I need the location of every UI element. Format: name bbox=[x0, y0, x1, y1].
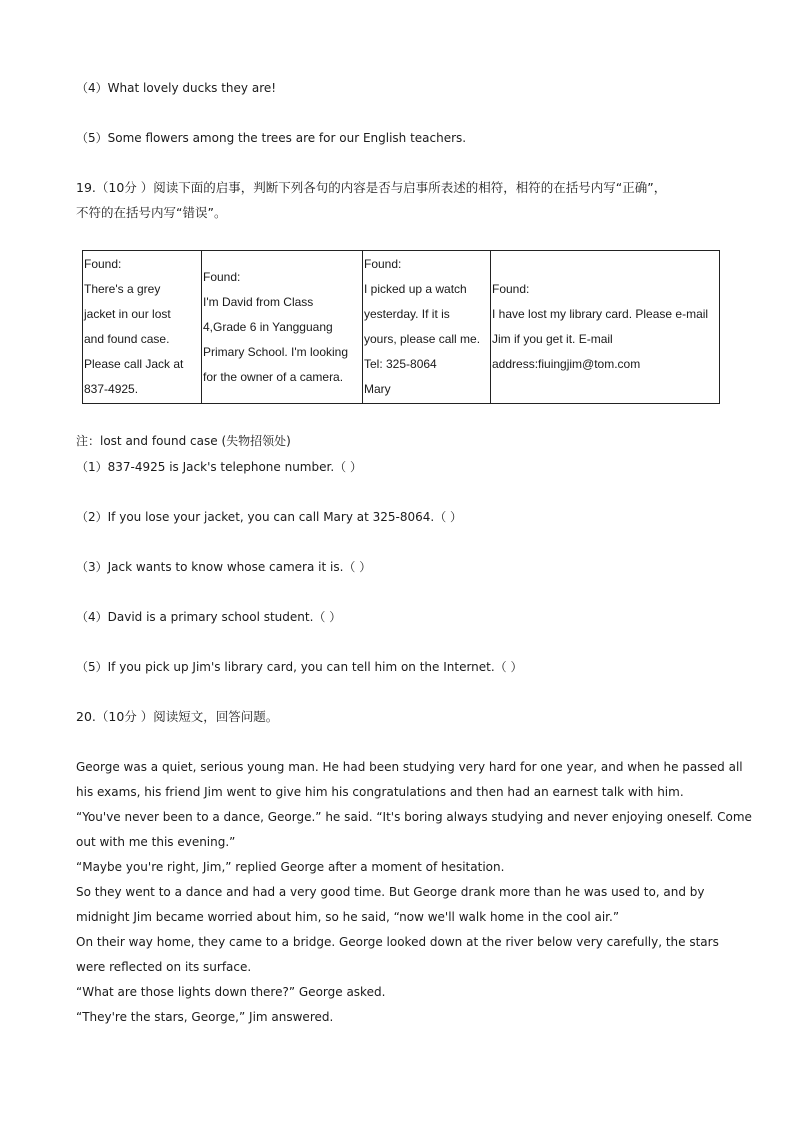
notice-jacket bbox=[83, 251, 202, 404]
passage-line: midnight Jim became worried about him, so he said, “now we'll walk home in the cool air.” bbox=[76, 910, 620, 924]
notice-line: for the owner of a camera. bbox=[203, 369, 344, 384]
notice-line: yours, please call me. bbox=[364, 332, 481, 346]
passage-line: “Maybe you're right, Jim,” replied George after a moment of hesitation. bbox=[76, 860, 505, 874]
notice-line: jacket in our lost bbox=[84, 307, 171, 321]
passage-line: “They're the stars, George,” Jim answered. bbox=[76, 1010, 334, 1024]
q18-item-4: （4）What lovely ducks they are! bbox=[76, 81, 277, 95]
passage-line: On their way home, they came to a bridge. George looked down at the river below very carefully, the stars bbox=[76, 935, 719, 949]
notice-line: Jim if you get it. E-mail bbox=[492, 332, 613, 346]
notice-line: and found case. bbox=[84, 332, 170, 346]
q19-item-5: （5）If you pick up Jim's library card, you can tell him on the Internet.（ ） bbox=[76, 660, 523, 674]
q19-title-line2: 不符的在括号内写“错误”。 bbox=[76, 205, 227, 220]
notice-line: I'm David from Class bbox=[203, 294, 314, 309]
q19-item-2: （2）If you lose your jacket, you can call Mary at 325-8064.（ ） bbox=[76, 510, 463, 524]
notice-line: Found: bbox=[364, 257, 402, 271]
passage-line: were reflected on its surface. bbox=[76, 960, 252, 974]
notice-line: 4,Grade 6 in Yangguang bbox=[203, 319, 333, 334]
q18-item-5: （5）Some flowers among the trees are for our English teachers. bbox=[76, 131, 467, 145]
passage-line: So they went to a dance and had a very good time. But George drank more than he was used to, and by bbox=[76, 885, 705, 899]
passage-line: George was a quiet, serious young man. He had been studying very hard for one year, and when he passed all bbox=[76, 760, 743, 774]
notice-camera bbox=[202, 251, 363, 404]
notice-line: Found: bbox=[492, 282, 530, 296]
notice-line: Mary bbox=[364, 382, 391, 396]
notice-line: Please call Jack at bbox=[84, 357, 184, 371]
q19-item-4: （4）David is a primary school student.（ ） bbox=[76, 610, 342, 624]
notice-line: There's a grey bbox=[84, 282, 161, 296]
notice-line: Primary School. I'm looking bbox=[203, 344, 349, 359]
notice-line: I picked up a watch bbox=[364, 282, 467, 296]
notice-line: yesterday. If it is bbox=[364, 307, 450, 321]
q19-item-1: （1）837-4925 is Jack's telephone number.（ ） bbox=[76, 460, 362, 474]
passage-line: his exams, his friend Jim went to give him his congratulations and then had an earnest talk with him. bbox=[76, 785, 684, 799]
passage-line: “You've never been to a dance, George.” he said. “It's boring always studying and never enjoying oneself. Come bbox=[76, 810, 752, 824]
notices-table bbox=[82, 250, 720, 404]
passage-line: out with me this evening.” bbox=[76, 835, 236, 849]
q19-item-3: （3）Jack wants to know whose camera it is.（ ） bbox=[76, 560, 372, 574]
notice-line: 837-4925. bbox=[84, 382, 139, 396]
notice-line: Found: bbox=[203, 269, 241, 284]
notice-line: address:fiuingjim@tom.com bbox=[492, 357, 641, 371]
q19-title-line1: 19.（10分 ）阅读下面的启事，判断下列各句的内容是否与启事所表述的相符，相符的在括号内写“正确”， bbox=[76, 180, 667, 195]
q19-note: 注：lost and found case (失物招领处) bbox=[76, 434, 291, 448]
notice-library-card bbox=[491, 251, 720, 404]
notice-line: Tel: 325-8064 bbox=[364, 357, 437, 371]
passage-line: “What are those lights down there?” George asked. bbox=[76, 985, 386, 999]
notice-watch bbox=[363, 251, 491, 404]
notice-line: I have lost my library card. Please e-mail bbox=[492, 307, 709, 321]
q20-title: 20.（10分 ）阅读短文，回答问题。 bbox=[76, 709, 279, 724]
notice-line: Found: bbox=[84, 257, 122, 271]
